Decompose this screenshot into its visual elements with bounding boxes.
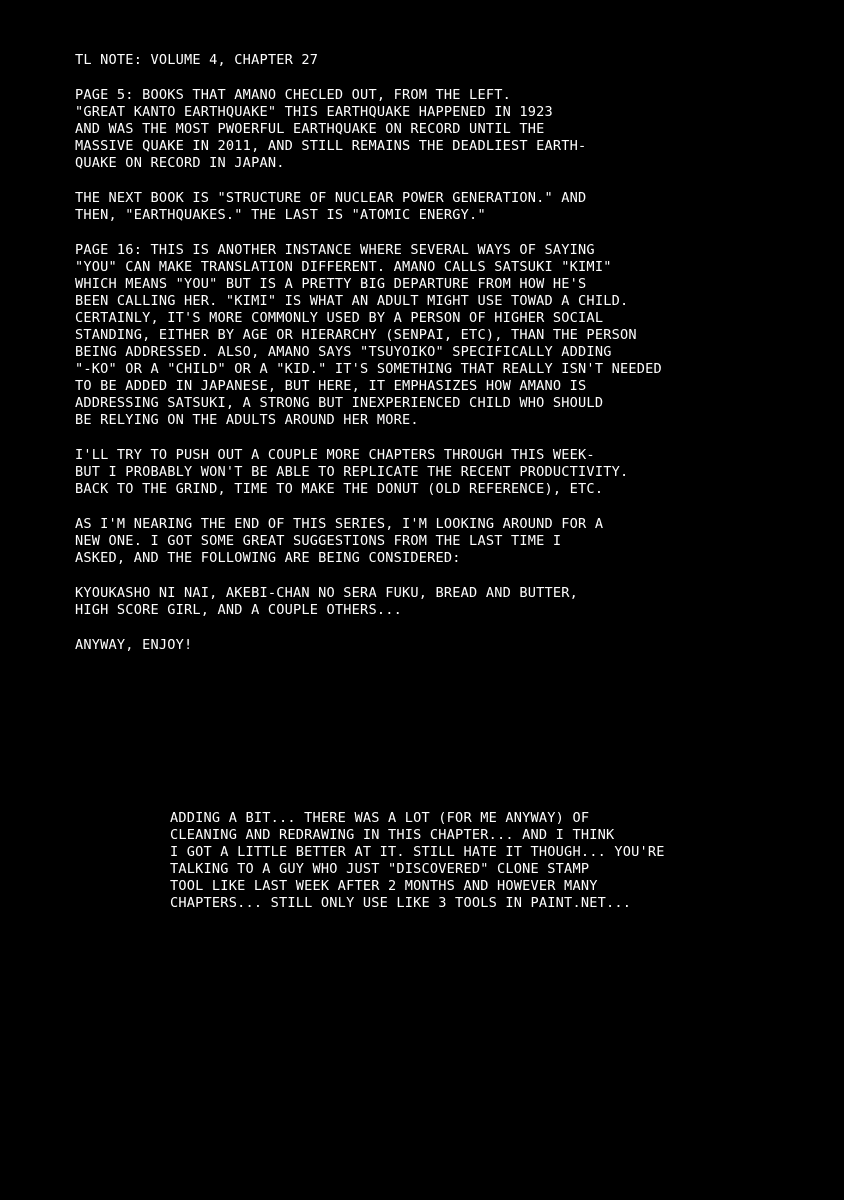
note-paragraph-suggestions: KYOUKASHO NI NAI, AKEBI-CHAN NO SERA FUKU, BREAD AND BUTTER, HIGH SCORE GIRL, AND A COUPLE OTHERS... <box>75 585 579 618</box>
note-paragraph-next-books: THE NEXT BOOK IS "STRUCTURE OF NUCLEAR POWER GENERATION." AND THEN, "EARTHQUAKES." THE LAST IS "ATOMIC ENERGY." <box>75 190 587 223</box>
note-paragraph-page16: PAGE 16: THIS IS ANOTHER INSTANCE WHERE SEVERAL WAYS OF SAYING "YOU" CAN MAKE TRANSLATION DIFFERENT. AMANO CALLS SATSUKI "KIMI" WHICH MEANS "YOU" BUT IS A PRETTY BIG DEPARTURE FROM HOW HE'S BEEN CALLING HER. "KIMI" IS WHAT AN ADULT MIGHT USE TOWAD A CHILD. CERTAINLY, IT'S MORE COMMONLY USED BY A PERSON OF HIGHER SOCIAL STANDING, EITHER BY AGE OR HIERARCHY (SENPAI, ETC), THAN THE PERSON BEING ADDRESSED. ALSO, AMANO SAYS "TSUYOIKO" SPECIFICALLY ADDING "-KO" OR A "CHILD" OR A "KID." IT'S SOMETHING THAT REALLY ISN'T NEEDED TO BE ADDED IN JAPANESE, BUT HERE, IT EMPHASIZES HOW AMANO IS ADDRESSING SATSUKI, A STRONG BUT INEXPERIENCED CHILD WHO SHOULD BE RELYING ON THE ADULTS AROUND HER MORE. <box>75 242 662 428</box>
note-paragraph-schedule: I'LL TRY TO PUSH OUT A COUPLE MORE CHAPTERS THROUGH THIS WEEK- BUT I PROBABLY WON'T BE ABLE TO REPLICATE THE RECENT PRODUCTIVITY. BACK TO THE GRIND, TIME TO MAKE THE DONUT (OLD REFERENCE), ETC. <box>75 447 629 497</box>
note-paragraph-books: PAGE 5: BOOKS THAT AMANO CHECLED OUT, FROM THE LEFT. "GREAT KANTO EARTHQUAKE" THIS EARTHQUAKE HAPPENED IN 1923 AND WAS THE MOST PWOERFUL EARTHQUAKE ON RECORD UNTIL THE MASSIVE QUAKE IN 2011, AND STILL REMAINS THE DEADLIEST EARTH- QUAKE ON RECORD IN JAPAN. <box>75 87 587 171</box>
note-title: TL NOTE: VOLUME 4, CHAPTER 27 <box>75 52 319 68</box>
note-paragraph-new-series: AS I'M NEARING THE END OF THIS SERIES, I'M LOOKING AROUND FOR A NEW ONE. I GOT SOME GREAT SUGGESTIONS FROM THE LAST TIME I ASKED, AND THE FOLLOWING ARE BEING CONSIDERED: <box>75 516 604 566</box>
note-addendum: ADDING A BIT... THERE WAS A LOT (FOR ME ANYWAY) OF CLEANING AND REDRAWING IN THIS CHAPTER... AND I THINK I GOT A LITTLE BETTER AT IT. STILL HATE IT THOUGH... YOU'RE TALKING TO A GUY WHO JUST "DISCOVERED" CLONE STAMP TOOL LIKE LAST WEEK AFTER 2 MONTHS AND HOWEVER MANY CHAPTERS... STILL ONLY USE LIKE 3 TOOLS IN PAINT.NET... <box>170 810 665 911</box>
translator-note <box>75 52 795 672</box>
note-paragraph-enjoy: ANYWAY, ENJOY! <box>75 637 193 653</box>
